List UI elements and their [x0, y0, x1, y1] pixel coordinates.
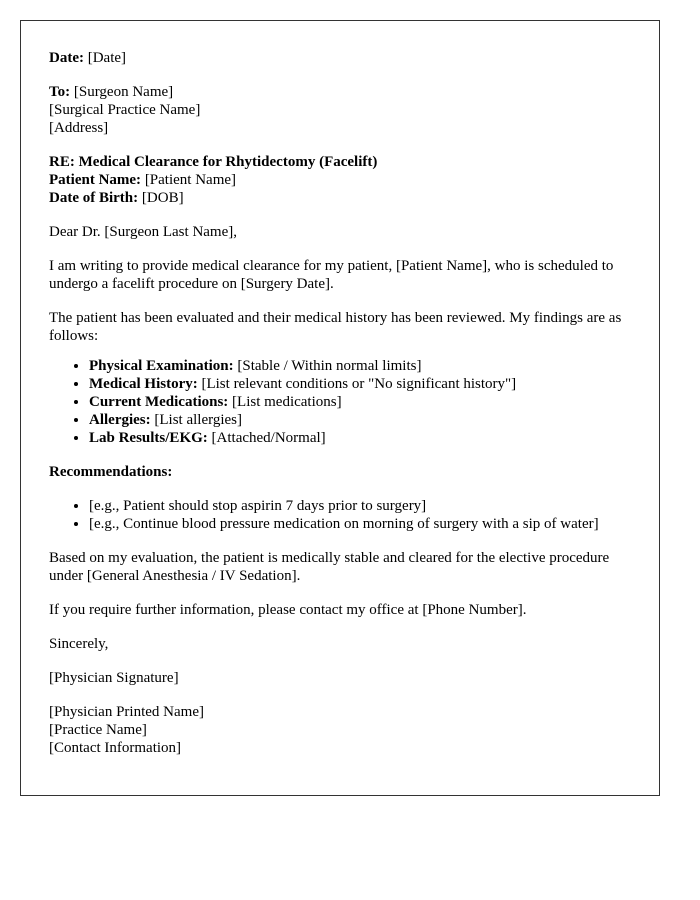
signature-placeholder: [Physician Signature] — [49, 670, 179, 686]
recommendations-heading — [49, 463, 631, 481]
salutation: Dear Dr. [Surgeon Last Name], — [49, 224, 237, 240]
finding-label: Current Medications: — [89, 394, 229, 410]
list-item — [89, 357, 631, 375]
list-item — [89, 375, 631, 393]
dob-label: Date of Birth: — [49, 190, 139, 206]
date-value: [Date] — [87, 50, 127, 66]
dob-value: [DOB] — [141, 190, 184, 206]
list-item: • [e.g., Continue blood pressure medication on morning of surgery with a sip of water] — [89, 515, 631, 533]
patient-name-label: Patient Name: — [49, 172, 142, 188]
evaluation-paragraph: The patient has been evaluated and their medical history has been reviewed. My findings are as follows: — [49, 310, 622, 344]
contact-information: [Contact Information] — [49, 740, 182, 756]
finding-label: Lab Results/EKG: — [89, 430, 208, 446]
finding-value: [List medications] — [232, 394, 342, 410]
intro-paragraph: I am writing to provide medical clearance for my patient, [Patient Name], who is scheduled to undergo a facelift procedure on [Surgery Date]. — [49, 258, 614, 292]
practice-name: [Practice Name] — [49, 722, 147, 738]
letter-page — [20, 20, 660, 796]
conclusion-paragraph: Based on my evaluation, the patient is medically stable and cleared for the elective procedure under [General Anesthesia / IV Sedation]. — [49, 550, 610, 584]
contact-paragraph: If you require further information, please contact my office at [Phone Number]. — [49, 602, 527, 618]
findings-list — [49, 357, 631, 447]
recommendations-list — [49, 497, 631, 533]
re-line: RE: Medical Clearance for Rhytidectomy (Facelift) — [49, 154, 378, 170]
finding-label: Physical Examination: — [89, 358, 234, 374]
surgical-practice-name: [Surgical Practice Name] — [49, 102, 201, 118]
finding-value: [List relevant conditions or "No significant history"] — [201, 376, 517, 392]
recipient-address: [Address] — [49, 120, 109, 136]
list-item — [89, 429, 631, 447]
finding-label: Medical History: — [89, 376, 198, 392]
list-item — [89, 393, 631, 411]
dob-line — [49, 189, 631, 207]
signature-block — [49, 703, 631, 757]
finding-value: [Stable / Within normal limits] — [237, 358, 422, 374]
date-label: Date: — [49, 50, 84, 66]
list-item — [89, 411, 631, 429]
patient-name-value: [Patient Name] — [144, 172, 237, 188]
patient-name-line — [49, 171, 631, 189]
physician-printed-name: [Physician Printed Name] — [49, 704, 204, 720]
subject-block — [49, 153, 631, 207]
recommendations-heading-text: Recommendations: — [49, 464, 173, 480]
surgeon-name: [Surgeon Name] — [73, 84, 174, 100]
list-item: • [e.g., Patient should stop aspirin 7 days prior to surgery] — [89, 497, 631, 515]
to-line — [49, 83, 631, 101]
valediction: Sincerely, — [49, 636, 109, 652]
finding-value: [Attached/Normal] — [211, 430, 326, 446]
finding-label: Allergies: — [89, 412, 151, 428]
recipient-block — [49, 83, 631, 137]
to-label: To: — [49, 84, 71, 100]
date-line — [49, 49, 631, 67]
finding-value: [List allergies] — [154, 412, 243, 428]
